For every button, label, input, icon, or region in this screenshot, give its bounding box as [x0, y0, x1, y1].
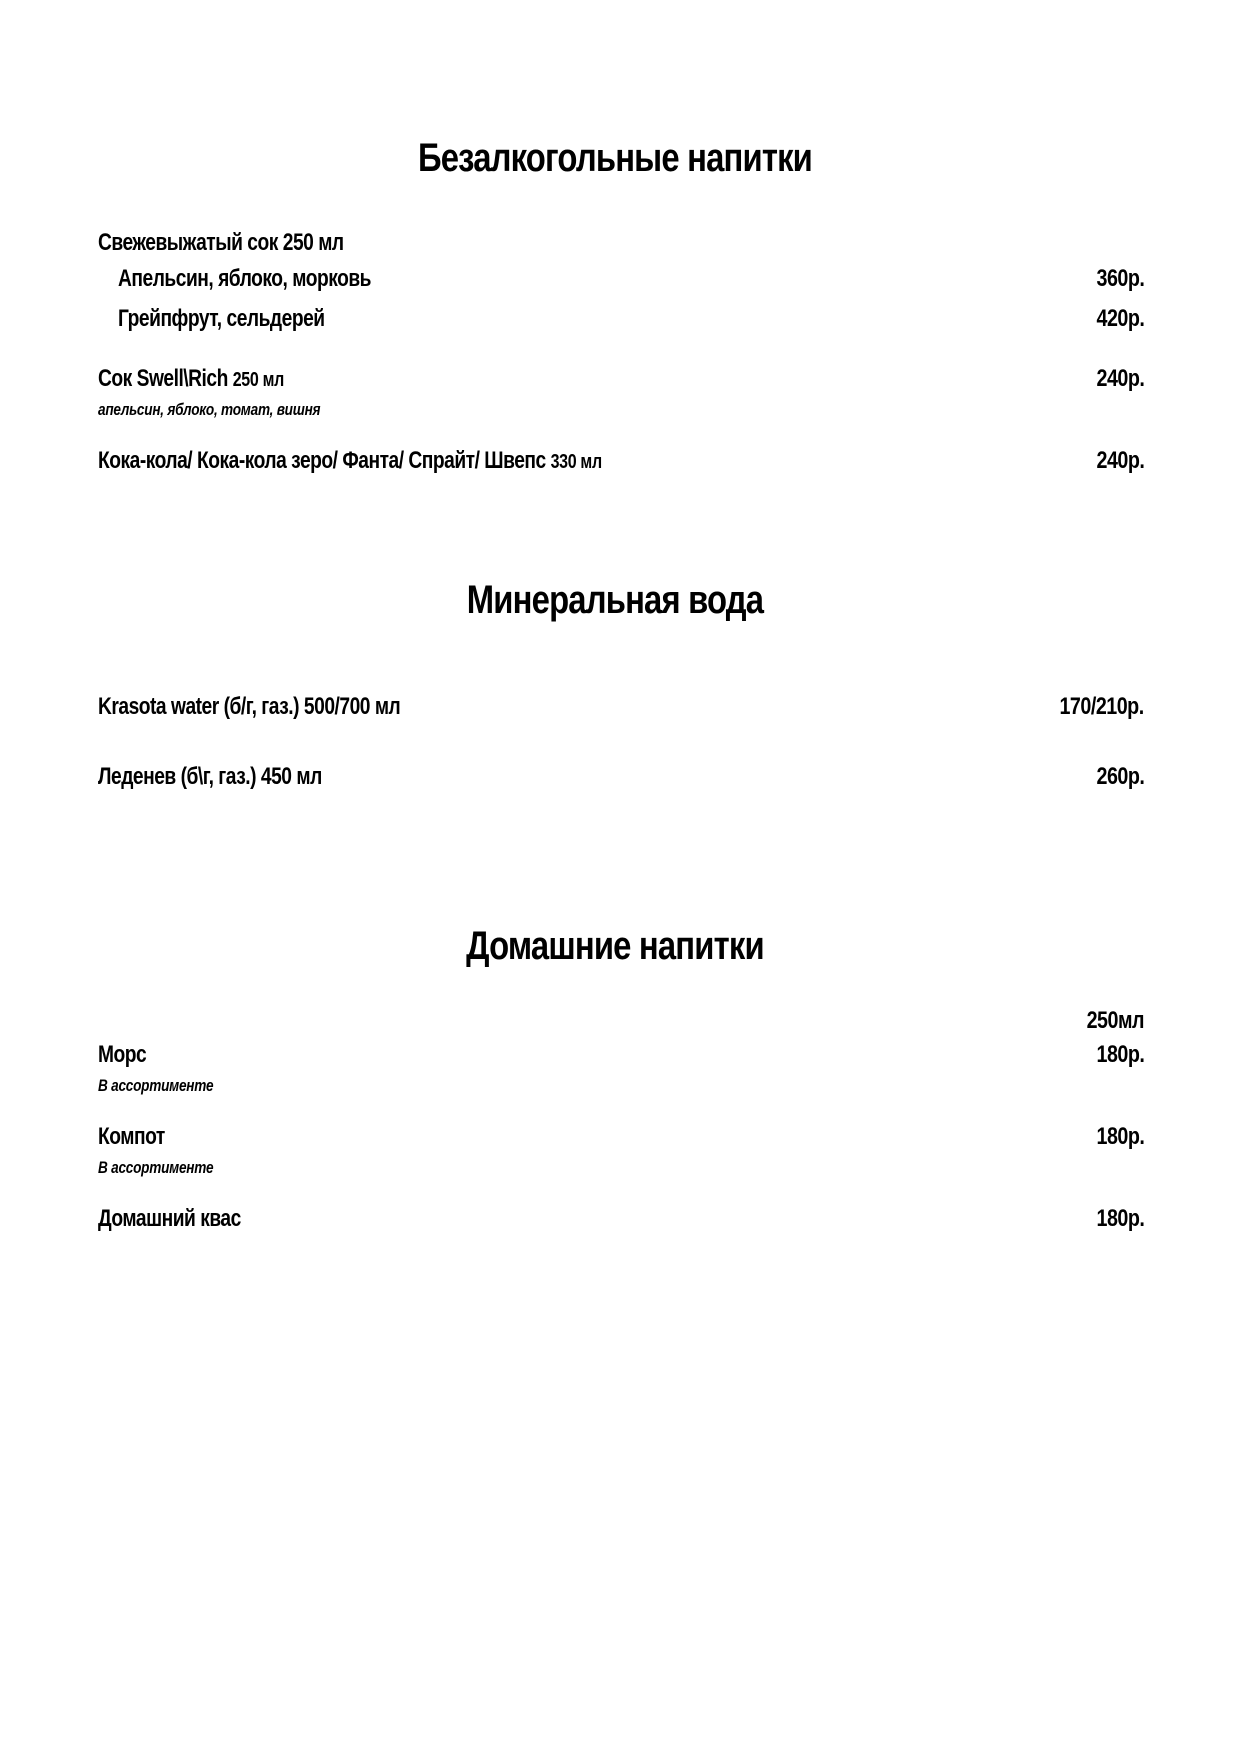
item-title: Свежевыжатый сок — [98, 229, 278, 256]
item-name: Krasota water (б/г, газ.) 500/700 мл — [98, 693, 401, 720]
menu-item-kvass — [98, 1202, 1144, 1236]
menu-item-option — [98, 262, 1144, 296]
item-description: В ассортименте — [98, 1158, 214, 1177]
item-name: Компот — [98, 1123, 165, 1150]
item-name: Леденев (б\г, газ.) 450 мл — [98, 763, 322, 790]
item-price: 240р. — [1096, 365, 1144, 392]
item-description: апельсин, яблоко, томат, вишня — [98, 400, 321, 419]
item-name — [98, 226, 344, 260]
item-price: 180р. — [1096, 1205, 1144, 1232]
section-title-homemade: Домашние напитки — [466, 924, 764, 968]
item-price: 420р. — [1096, 305, 1144, 332]
item-name: Домашний квас — [98, 1205, 241, 1232]
item-name — [98, 444, 602, 479]
item-price: 180р. — [1096, 1123, 1144, 1150]
item-price: 240р. — [1096, 447, 1144, 474]
item-title: Кока-кола/ Кока-кола зеро/ Фанта/ Спрайт/ Швепс — [98, 447, 546, 474]
section-title-soft-drinks: Безалкогольные напитки — [417, 136, 813, 180]
menu-item-mors — [98, 1038, 1144, 1072]
menu-item-sodas — [98, 444, 1144, 478]
section-title-mineral-water: Минеральная вода — [466, 578, 764, 622]
item-price: 170/210р. — [1059, 693, 1144, 720]
item-title: Сок Swell\Rich — [98, 365, 228, 392]
item-name: Грейпфрут, сельдерей — [118, 305, 325, 332]
item-price: 260р. — [1096, 763, 1144, 790]
item-price: 180р. — [1096, 1041, 1144, 1068]
volume-column-header: 250мл — [1086, 1007, 1144, 1034]
menu-item-swell-rich — [98, 362, 1144, 396]
menu-item-ledenev — [98, 760, 1144, 794]
item-volume: 250 мл — [282, 229, 344, 256]
item-name: Морс — [98, 1041, 147, 1068]
item-description: В ассортименте — [98, 1076, 214, 1095]
menu-item-kompot — [98, 1120, 1144, 1154]
item-volume: 250 мл — [232, 369, 284, 391]
menu-item-option — [98, 302, 1144, 336]
item-name: Апельсин, яблоко, морковь — [118, 265, 371, 292]
item-volume: 330 мл — [550, 451, 602, 473]
item-price: 360р. — [1096, 265, 1144, 292]
menu-item-fresh-juice — [98, 226, 1144, 260]
menu-item-krasota-water — [98, 690, 1144, 724]
item-name — [98, 362, 284, 397]
